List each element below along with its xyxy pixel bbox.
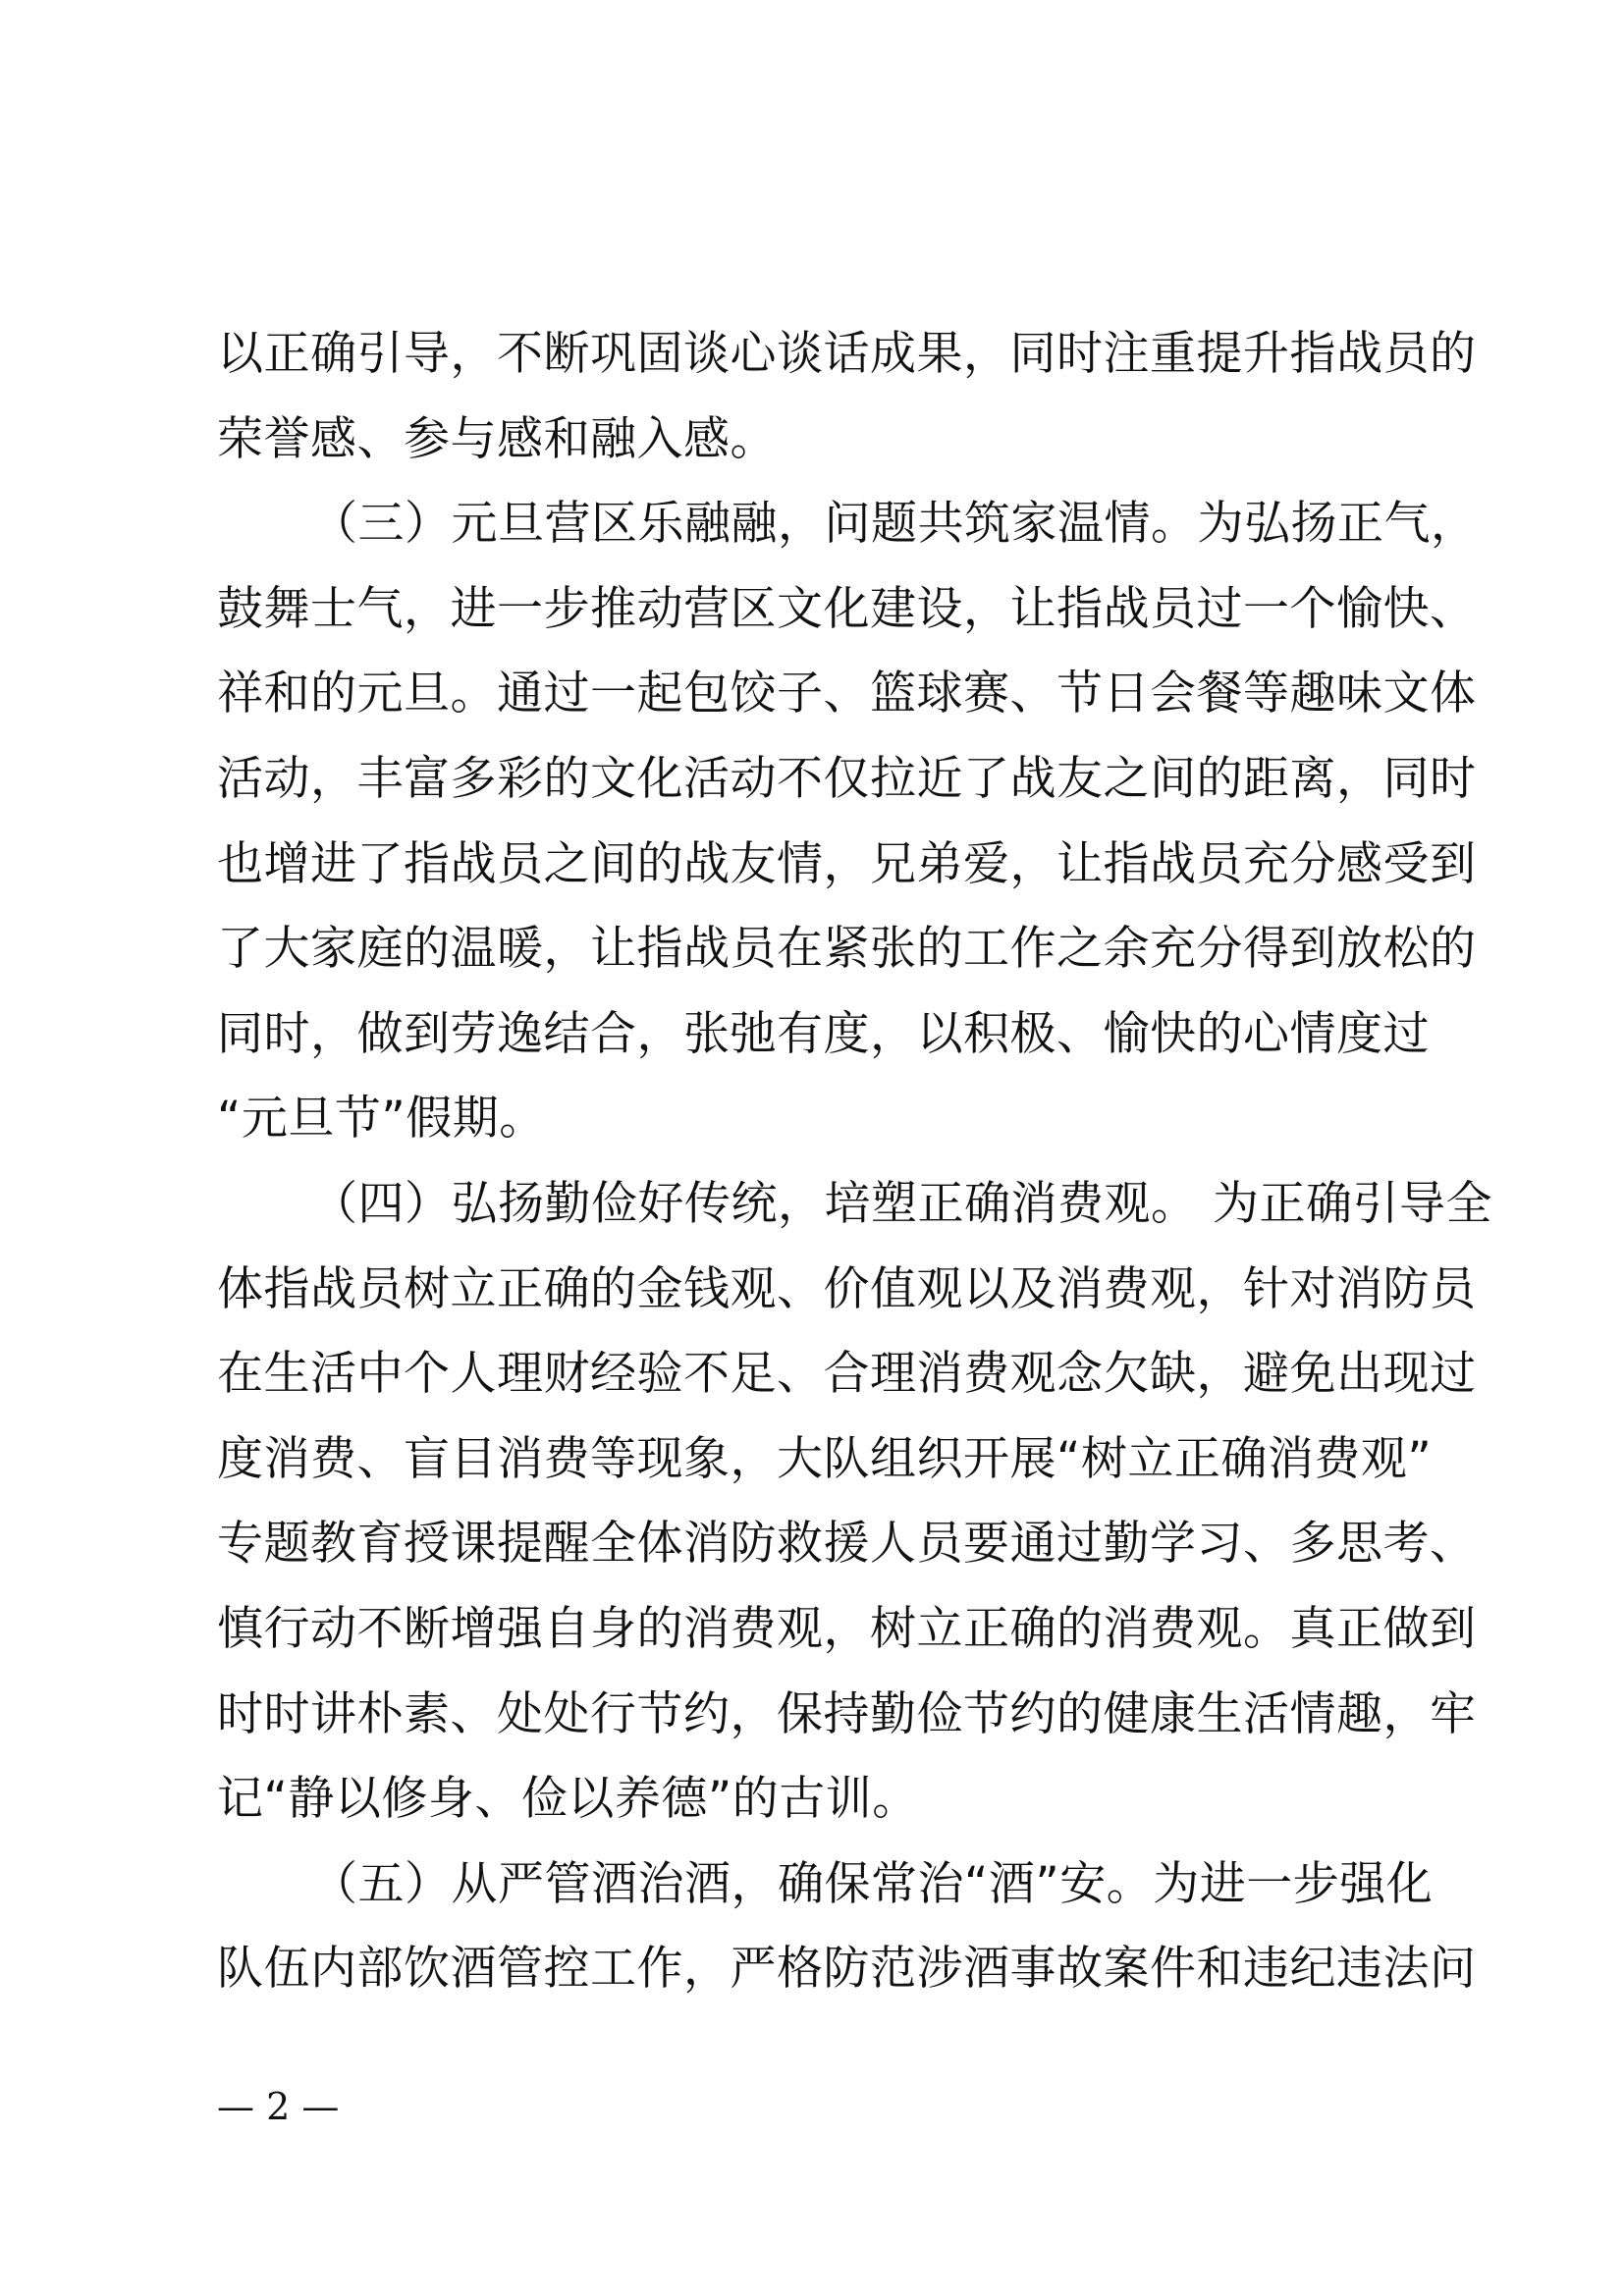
text-line: 度消费、盲目消费等现象，大队组织开展“树立正确消费观”	[217, 1431, 1433, 1486]
text-line: 记“静以修身、俭以养德”的古训。	[217, 1772, 919, 1827]
text-line: 祥和的元旦。通过一起包饺子、篮球赛、节日会餐等趣味文体	[217, 667, 1477, 721]
text-line: 了大家庭的温暖，让指战员在紧张的工作之余充分得到放松的	[217, 922, 1477, 977]
text-line: “元旦节”假期。	[217, 1092, 546, 1147]
text-line: 慎行动不断增强自身的消费观，树立正确的消费观。真正做到	[217, 1601, 1477, 1656]
body-text	[217, 312, 1492, 2012]
text-line: 活动，丰富多彩的文化活动不仅拉近了战友之间的距离，同时	[217, 751, 1477, 806]
section-heading-line: （五）从严管酒治酒，确保常治“酒”安。为进一步强化	[311, 1856, 1434, 1911]
section-heading-line: （四）弘扬勤俭好传统，培塑正确消费观。 为正确引导全	[311, 1176, 1492, 1231]
text-line: 鼓舞士气，进一步推动营区文化建设，让指战员过一个愉快、	[217, 581, 1477, 636]
text-line: 队伍内部饮酒管控工作，严格防范涉酒事故案件和违纪违法问	[217, 1942, 1477, 1997]
text-line: 专题教育授课提醒全体消防救援人员要通过勤学习、多思考、	[217, 1517, 1477, 1572]
text-line: 在生活中个人理财经验不足、合理消费观念欠缺，避免出现过	[217, 1347, 1477, 1402]
section-heading-line: （三）元旦营区乐融融，问题共筑家温情。为弘扬正气，	[311, 497, 1478, 552]
text-line: 以正确引导，不断巩固谈心谈话成果，同时注重提升指战员的	[217, 327, 1477, 381]
text-line: 荣誉感、参与感和融入感。	[217, 411, 777, 466]
page-number: — 2 —	[217, 2085, 340, 2128]
text-line: 时时讲朴素、处处行节约，保持勤俭节约的健康生活情趣，牢	[217, 1686, 1477, 1741]
text-line: 同时，做到劳逸结合，张弛有度，以积极、愉快的心情度过	[217, 1006, 1430, 1061]
text-line: 体指战员树立正确的金钱观、价值观以及消费观，针对消防员	[217, 1261, 1477, 1316]
text-line: 也增进了指战员之间的战友情，兄弟爱，让指战员充分感受到	[217, 836, 1477, 891]
